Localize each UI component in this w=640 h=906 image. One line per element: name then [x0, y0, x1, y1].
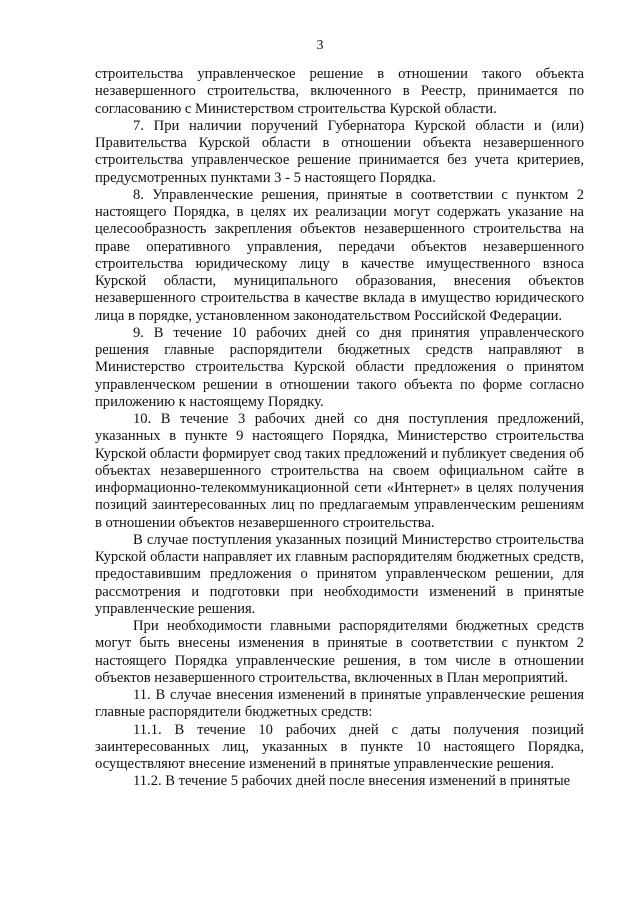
paragraph-10: 10. В течение 3 рабочих дней со дня поступления предложений, указанных в пункте 9 настоящего Порядка, Министерство строительства Курской области формирует свод таких предложений и публикует сведения об объектах незавершенного строительства на своем официальном сайте в информационно-телекоммуникационной сети «Интернет» в целях получения позиций заинтересованных лиц по предлагаемым управленческим решениям в отношении объектов незавершенного строительства.	[95, 411, 584, 531]
page-number: 3	[316, 38, 324, 53]
paragraph-10-changes: При необходимости главными распорядителями бюджетных средств могут быть внесены изменения в принятые в соответствии с пунктом 2 настоящего Порядка управленческие решения, в том числе в отношении объектов незавершенного строительства, включенных в План мероприятий.	[95, 618, 584, 686]
document-body	[95, 66, 584, 791]
paragraph-9: 9. В течение 10 рабочих дней со дня принятия управленческого решения главные распорядители бюджетных средств направляют в Министерство строительства Курской области предложения о принятом управленческом решении в отношении такого объекта по форме согласно приложению к настоящему Порядку.	[95, 324, 584, 410]
paragraph-continuation: строительства управленческое решение в отношении такого объекта незавершенного строительства, включенного в Реестр, принимается по согласованию с Министерством строительства Курской области.	[95, 66, 584, 117]
paragraph-11-2: 11.2. В течение 5 рабочих дней после внесения изменений в принятые	[133, 773, 571, 790]
paragraph-11-1: 11.1. В течение 10 рабочих дней с даты получения позиций заинтересованных лиц, указанных в пункте 10 настоящего Порядка, осуществляют внесение изменений в принятые управленческие решения.	[95, 721, 584, 772]
paragraph-10-positions: В случае поступления указанных позиций Министерство строительства Курской области направляет их главным распорядителям бюджетных средств, предоставившим предложения о принятом управленческом решении, для рассмотрения и подготовки при необходимости изменений в принятые управленческие решения.	[95, 531, 584, 617]
paragraph-11: 11. В случае внесения изменений в принятые управленческие решения главные распорядители бюджетных средств:	[95, 687, 584, 721]
paragraph-8: 8. Управленческие решения, принятые в соответствии с пунктом 2 настоящего Порядка, в целях их реализации могут содержать указание на целесообразность закрепления объектов незавершенного строительства на праве оперативного управления, передачи объектов незавершенного строительства юридическому лицу в качестве имущественного взноса Курской области, муниципального образования, внесения объектов незавершенного строительства в качестве вклада в имущество юридического лица в порядке, установленном законодательством Российской Федерации.	[95, 186, 584, 324]
paragraph-7: 7. При наличии поручений Губернатора Курской области и (или) Правительства Курской области в отношении объекта незавершенного строительства управленческое решение принимается без учета критериев, предусмотренных пунктами 3 - 5 настоящего Порядка.	[95, 117, 584, 186]
